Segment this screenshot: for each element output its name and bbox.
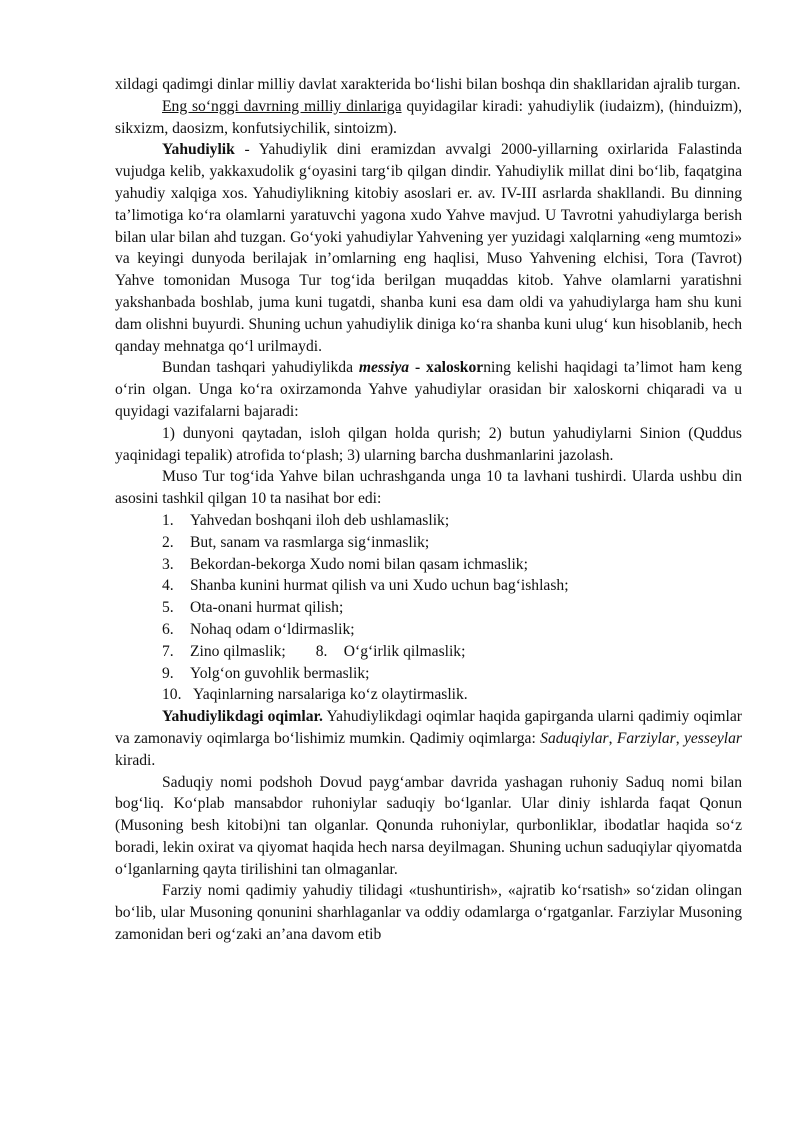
paragraph-text: kiradi. bbox=[115, 751, 156, 769]
list-text: Bekordan-bekorga Xudo nomi bilan qasam ichmaslik; bbox=[190, 555, 528, 573]
paragraph-text: ning kelishi haqidagi ta’limot ham keng o‘rin olgan. Unga ko‘ra oxirzamonda Yahve yahudiylar orasidan bir xaloskorni chiqaradi va u quyidagi vazifalarni bajaradi: bbox=[115, 359, 742, 420]
list-item-inline bbox=[316, 641, 466, 663]
list-number: 10. bbox=[162, 686, 182, 704]
list-number: 9. bbox=[162, 664, 174, 682]
paragraph-messiah bbox=[115, 357, 742, 422]
paragraph-tasks: 1) dunyoni qaytadan, isloh qilgan holda qurish; 2) butun yahudiylarni Sinion (Quddus yaqinidagi tepalik) atrofida to‘plash; 3) ularning barcha dushmanlarini jazolash. bbox=[115, 424, 742, 464]
list-text: O‘g‘irlik qilmaslik; bbox=[343, 642, 466, 660]
paragraph-intro: xildagi qadimgi dinlar milliy davlat xarakterida bo‘lishi bilan boshqa din shakllaridan ajralib turgan. bbox=[115, 76, 741, 93]
list-item bbox=[115, 575, 742, 597]
list-number: 3. bbox=[162, 555, 174, 573]
term-saduqiylar: Saduqiylar bbox=[540, 729, 609, 747]
list-item bbox=[115, 597, 742, 619]
dash: - bbox=[409, 359, 427, 377]
list-item bbox=[115, 641, 742, 663]
term-yesseylar: yesseylar bbox=[683, 729, 742, 747]
list-text: Nohaq odam o‘ldirmaslik; bbox=[190, 620, 355, 638]
paragraph-commandments-intro: Muso Tur tog‘ida Yahve bilan uchrashganda unga 10 ta lavhani tushirdi. Ularda ushbu din asosini tashkil qilgan 10 ta nasihat bor edi: bbox=[115, 468, 742, 508]
list-item bbox=[115, 510, 742, 532]
list-text: Zino qilmaslik; bbox=[190, 642, 286, 660]
paragraph-sadducees: Saduqiy nomi podshoh Dovud payg‘ambar davrida yashagan ruhoniy Saduq nomi bilan bog‘liq. Ko‘plab mansabdor ruhoniylar saduqiy bo‘lganlar. Ular diniy ishlarda faqat Qonun (Musoning besh kitobi)ni tan olganlar. Qonunda ruhoniylar, qurbonliklar, ibodatlar haqida so‘z boradi, lekin oxirat va qiyomat haqida hech narsa deyilmagan. Shuning uchun saduqiylar qiyomatda o‘lganlarning qayta tirilishini tan olmaganlar. bbox=[115, 773, 742, 878]
list-item bbox=[115, 619, 742, 641]
paragraph-text: Yahudiylikdagi oqimlar haqida gapirganda ularni qadimiy oqimlar va zamonaviy oqimlarga bo‘lishimiz mumkin. Qadimiy oqimlarga: bbox=[115, 708, 742, 747]
paragraph-national-religions bbox=[115, 96, 742, 140]
list-text: But, sanam va rasmlarga sig‘inmaslik; bbox=[190, 533, 430, 551]
paragraph-text: quyidagilar kiradi: yahudiylik (iudaizm), (hinduizm), sikxizm, daosizm, konfutsiychilik, sintoizm). bbox=[115, 97, 743, 137]
commandments-list bbox=[115, 510, 742, 706]
list-text: Ota-onani hurmat qilish; bbox=[190, 599, 344, 617]
list-number: 2. bbox=[162, 533, 174, 551]
list-item bbox=[115, 663, 742, 685]
list-number: 4. bbox=[162, 577, 174, 595]
term-farziylar: Farziylar bbox=[616, 729, 676, 747]
term-xaloskor: xaloskor bbox=[426, 359, 484, 377]
separator: , bbox=[675, 729, 684, 747]
list-item bbox=[115, 684, 742, 706]
list-text: Yolg‘on guvohlik bermaslik; bbox=[190, 664, 370, 682]
list-item bbox=[115, 532, 742, 554]
document-page bbox=[115, 74, 742, 946]
list-number: 6. bbox=[162, 620, 174, 638]
term-yahudiylik: Yahudiylik bbox=[162, 141, 235, 159]
list-number: 5. bbox=[162, 599, 174, 617]
paragraph-judaism bbox=[115, 139, 742, 357]
underlined-phrase: Eng so‘nggi davrning milliy dinlariga bbox=[162, 97, 402, 115]
paragraph-text: Bundan tashqari yahudiylikda bbox=[162, 359, 359, 377]
list-number: 7. bbox=[162, 642, 174, 660]
term-messiya: messiya bbox=[358, 359, 410, 377]
paragraph-movements bbox=[115, 706, 742, 771]
list-item bbox=[115, 554, 742, 576]
separator: , bbox=[608, 729, 617, 747]
paragraph-text: - Yahudiylik dini eramizdan avvalgi 2000-yillarning oxirlarida Falastinda vujudga kelib, yakkaxudolik g‘oyasini targ‘ib qilgan dindir. Yahudiylik millat dini bo‘lib, faqatgina yahudiy xalqiga xos. Yahudiylikning kitobiy asoslari er. av. IV-III asrlarda shakllandi. Bu dinning ta’limotiga ko‘ra olamlarni yaratuvchi yagona xudo Yahve mavjud. U Tavrotni yahudiylarga berish bilan ular bilan ahd tuzgan. Go‘yoki yahudiylar Yahvening yer yuzidagi xalqlarning «eng mumtozi» va keyingi dunyoda berilajak in’omlarning eng haqlisi, Muso Yahvening elchisi, Tora (Tavrot) Yahve tomonidan Musoga Tur tog‘ida berilgan muqaddas kitob. Yahve olamlarni yaratishni yakshanbada boshlab, juma kuni tugatdi, shanba kuni esa dam oldi va yahudiylarga ham shu kuni dam olishni buyurdi. Shuning uchun yahudiylik diniga ko‘ra shanba kuni ulug‘ kun hisoblanib, hech qanday mehnatga qo‘l urilmaydi. bbox=[115, 141, 742, 355]
section-heading: Yahudiylikdagi oqimlar. bbox=[162, 708, 323, 726]
list-text: Yaqinlarning narsalariga ko‘z olaytirmaslik. bbox=[193, 686, 468, 704]
list-text: Yahvedan boshqani iloh deb ushlamaslik; bbox=[190, 511, 450, 529]
list-text: Shanba kunini hurmat qilish va uni Xudo uchun bag‘ishlash; bbox=[190, 577, 569, 595]
list-number: 8. bbox=[315, 642, 328, 660]
paragraph-pharisees: Farziy nomi qadimiy yahudiy tilidagi «tushuntirish», «ajratib ko‘rsatish» so‘zidan olingan bo‘lib, ular Musoning qonunini sharhlaganlar va oddiy odamlarga o‘rgatganlar. Farziylar Musoning zamonidan beri og‘zaki an’ana davom etib bbox=[115, 882, 742, 944]
list-number: 1. bbox=[162, 511, 174, 529]
